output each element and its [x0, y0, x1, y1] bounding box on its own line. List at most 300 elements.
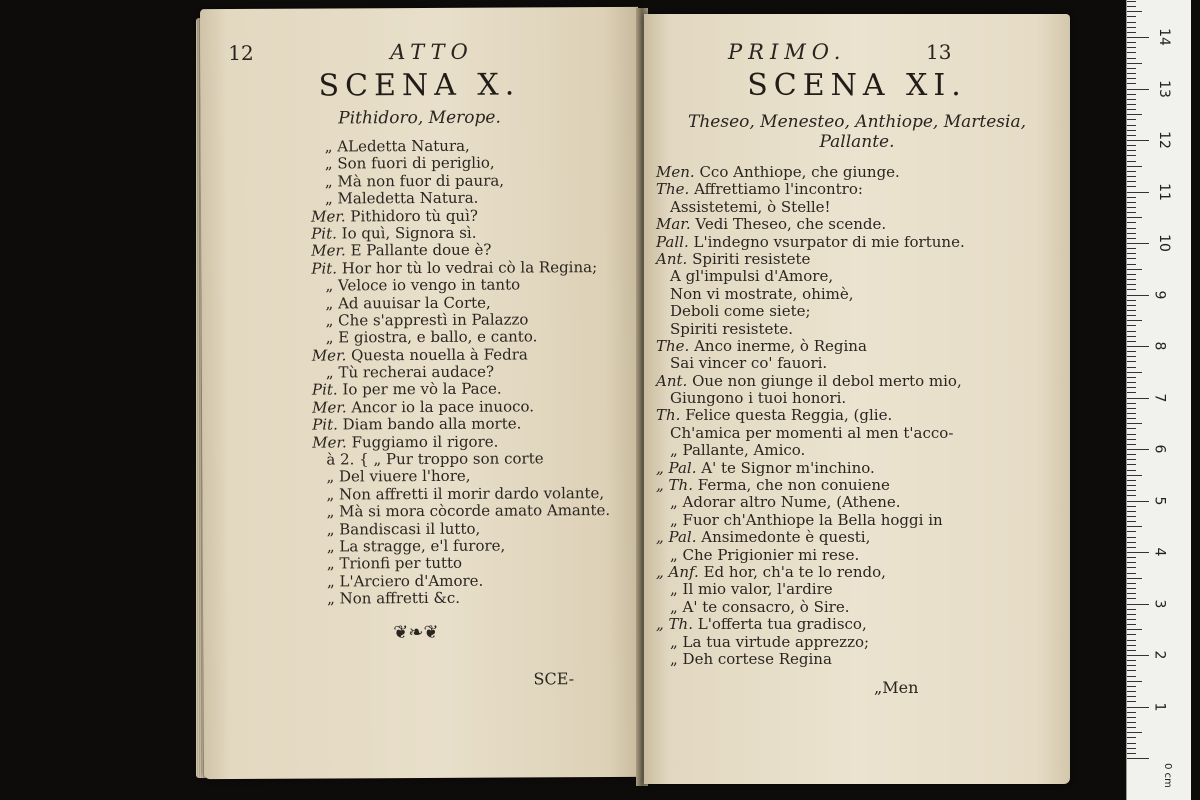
ruler-tick: [1127, 573, 1136, 574]
verse-line: [656, 547, 966, 564]
ruler-tick: [1127, 506, 1136, 507]
right-page-number: 13: [926, 40, 952, 64]
ruler-tick: [1127, 418, 1136, 419]
verse-line: [656, 390, 966, 407]
verse-line: [312, 311, 632, 330]
speaker-label: „ Th.: [656, 476, 698, 495]
ruler-tick: [1127, 197, 1136, 198]
line-text: „ Fuor ch'Anthiope la Bella hoggi in: [670, 510, 943, 529]
ruler-number: 3: [1151, 599, 1168, 608]
ruler-number: 12: [1155, 131, 1172, 149]
ruler-tick: [1127, 125, 1136, 126]
ruler-tick: [1127, 604, 1149, 605]
speaker-label: „ Anf.: [656, 562, 704, 581]
ruler-tick: [1127, 696, 1136, 697]
right-cast-line-2: Pallante.: [819, 132, 895, 152]
verse-line: [311, 137, 631, 156]
line-text: E Pallante doue è?: [350, 240, 492, 260]
verse-line: [313, 537, 633, 556]
ruler-tick: [1127, 52, 1136, 53]
ruler-tick: [1127, 681, 1142, 682]
ruler-tick: [1127, 78, 1136, 79]
ruler-tick: [1127, 758, 1149, 759]
ruler-tick: [1127, 609, 1136, 610]
ruler-tick: [1127, 258, 1136, 259]
ruler-tick: [1127, 557, 1136, 558]
ruler-tick: [1127, 382, 1136, 383]
ruler-number: 9: [1151, 290, 1168, 299]
ruler-tick: [1127, 619, 1136, 620]
verse-line: [312, 415, 632, 434]
verse-line: [311, 276, 631, 295]
ruler-tick: [1127, 562, 1136, 563]
verse-line: [311, 293, 631, 312]
left-page: [200, 7, 642, 779]
ruler-tick: [1127, 516, 1136, 517]
ruler-tick: [1127, 464, 1136, 465]
verse-line: [312, 450, 632, 469]
verse-line: [656, 303, 966, 320]
verse-line: [311, 154, 631, 173]
speaker-label: Ant.: [656, 249, 693, 268]
ruler-tick: [1127, 89, 1149, 90]
speaker-label: Mer.: [312, 433, 352, 452]
verse-line: [313, 554, 633, 573]
verse-line: [656, 425, 966, 442]
ruler-tick: [1127, 228, 1136, 229]
ruler-tick: [1127, 640, 1136, 641]
ruler-tick: [1127, 650, 1136, 651]
right-cast-line-1: Theseo, Menesteo, Anthiope, Martesia,: [688, 112, 1026, 132]
verse-line: [656, 181, 966, 198]
ruler-tick: [1127, 521, 1136, 522]
line-text: Assistetemi, ò Stelle!: [670, 197, 831, 216]
speaker-label: Pit.: [312, 415, 343, 434]
ruler-tick: [1127, 295, 1149, 296]
ruler-tick: [1127, 217, 1142, 218]
left-cast-list: Pithidoro, Merope.: [338, 107, 501, 129]
ruler-number: 10: [1155, 234, 1172, 252]
line-text: „ Il mio valor, l'ardire: [670, 580, 833, 599]
ruler-tick: [1127, 27, 1136, 28]
verse-line: [656, 460, 966, 477]
ruler-tick: [1127, 655, 1149, 656]
ruler-tick: [1127, 279, 1136, 280]
ruler-tick: [1127, 552, 1149, 553]
speaker-label: Pall.: [656, 232, 694, 251]
ruler-tick: [1127, 166, 1142, 167]
ruler-tick: [1127, 94, 1136, 95]
line-text: „ La tua virtude apprezzo;: [670, 632, 870, 651]
left-verse-block: [311, 137, 633, 608]
ruler-tick: [1127, 361, 1136, 362]
line-text: Pithidoro tù quì?: [350, 206, 478, 225]
verse-line: [311, 189, 631, 208]
ruler-tick: [1127, 629, 1142, 630]
ruler-tick: [1127, 212, 1136, 213]
line-text: Questa nouella à Fedra: [351, 345, 528, 365]
ruler-tick: [1127, 567, 1136, 568]
ruler-tick: [1127, 253, 1136, 254]
verse-line: [313, 519, 633, 538]
verse-line: [656, 286, 966, 303]
line-text: „ Veloce io vengo in tanto: [325, 275, 521, 295]
line-text: Spiriti resistete.: [670, 319, 794, 338]
verse-line: [311, 206, 631, 225]
line-text: Oue non giunge il debol merto mio,: [692, 371, 962, 390]
verse-line: [312, 433, 632, 452]
ruler-tick: [1127, 356, 1136, 357]
ruler-tick: [1127, 686, 1136, 687]
right-scene-title: SCENA XI.: [747, 68, 967, 103]
ruler-tick: [1127, 377, 1136, 378]
ruler-number: 2: [1151, 650, 1168, 660]
line-text: „ A' te consacro, ò Sire.: [670, 597, 850, 616]
ruler-tick: [1127, 753, 1136, 754]
line-text: Ferma, che non conuiene: [697, 476, 890, 495]
ruler-tick: [1127, 470, 1136, 471]
ruler-tick: [1127, 392, 1136, 393]
ruler-tick: [1127, 444, 1136, 445]
ruler-tick: [1127, 480, 1136, 481]
verse-line: [656, 268, 966, 285]
line-text: „ Bandiscasi il lutto,: [326, 519, 481, 539]
verse-line: [311, 259, 631, 278]
ruler-number: 4: [1151, 547, 1168, 557]
right-page: [644, 14, 1070, 784]
line-text: „ Son fuori di periglio,: [324, 154, 495, 173]
speaker-label: Pit.: [311, 259, 342, 278]
verse-line: [656, 407, 966, 424]
ruler-tick: [1127, 202, 1136, 203]
ruler-tick: [1127, 310, 1136, 311]
verse-line: [312, 363, 632, 382]
line-text: „ Trionfi per tutto: [326, 554, 463, 573]
line-text: „ Mà non fuor di paura,: [324, 171, 505, 191]
ruler-tick: [1127, 238, 1136, 239]
line-text: Non vi mostrate, ohimè,: [670, 284, 854, 303]
line-text: „ Ad auuisar la Corte,: [325, 293, 491, 313]
line-text: Sai vincer co' fauori.: [670, 354, 828, 373]
speaker-label: Mer.: [311, 206, 351, 226]
line-text: à 2. { „ Pur troppo son corte: [326, 449, 544, 469]
verse-line: [656, 599, 966, 616]
ruler-tick: [1127, 727, 1136, 728]
ruler-tick: [1127, 130, 1136, 131]
verse-line: [656, 373, 966, 390]
ruler-tick: [1127, 83, 1136, 84]
ruler-tick: [1127, 511, 1136, 512]
line-text: Deboli come siete;: [670, 302, 811, 321]
verse-line: [312, 380, 632, 399]
verse-line: [656, 529, 966, 546]
line-text: „ Maledetta Natura.: [324, 188, 479, 208]
ruler-tick: [1127, 207, 1136, 208]
speaker-label: „ Pal.: [656, 458, 702, 477]
line-text: Ansimedonte è questi,: [701, 528, 871, 547]
line-text: „ Non affretti il morir dardo volante,: [326, 483, 605, 504]
speaker-label: The.: [656, 336, 695, 355]
ruler-tick: [1127, 289, 1136, 290]
speaker-label: Ant.: [656, 371, 693, 390]
speaker-label: Th.: [656, 406, 686, 425]
ruler-unit-label: 0 cm: [1161, 763, 1173, 788]
ruler-tick: [1127, 150, 1136, 151]
speaker-label: Mer.: [311, 346, 352, 365]
line-text: „ Pallante, Amico.: [670, 441, 806, 460]
ruler-tick: [1127, 305, 1136, 306]
ruler-tick: [1127, 248, 1136, 249]
ruler-tick: [1127, 387, 1136, 388]
ruler-tick: [1127, 119, 1136, 120]
open-book: [196, 8, 1076, 788]
verse-line: [656, 512, 966, 529]
ruler-tick: [1127, 547, 1136, 548]
ruler-tick: [1127, 732, 1142, 733]
ruler-tick: [1127, 531, 1136, 532]
ruler-tick: [1127, 233, 1136, 234]
ruler-tick: [1127, 11, 1142, 12]
ruler-tick: [1127, 331, 1136, 332]
line-text: Io per me vò la Pace.: [342, 380, 502, 399]
line-text: „ Deh cortese Regina: [670, 649, 832, 668]
ruler-tick: [1127, 186, 1136, 187]
ruler-tick: [1127, 315, 1136, 316]
right-verse-block: [656, 164, 966, 668]
ruler-tick: [1127, 372, 1142, 373]
ruler-tick: [1127, 181, 1136, 182]
ruler-tick: [1127, 624, 1136, 625]
ruler-tick: [1127, 341, 1136, 342]
line-text: „ Che s'apprestì in Palazzo: [325, 310, 529, 330]
ruler-tick: [1127, 439, 1136, 440]
ruler-tick: [1127, 722, 1136, 723]
ruler-tick: [1127, 243, 1149, 244]
ruler-tick: [1127, 346, 1149, 347]
verse-line: [312, 346, 632, 365]
left-running-head: ATTO: [390, 39, 474, 65]
ruler-tick: [1127, 593, 1136, 594]
verse-line: [313, 589, 633, 608]
ruler-tick: [1127, 351, 1136, 352]
ruler-tick: [1127, 274, 1136, 275]
ruler-tick: [1127, 408, 1136, 409]
ruler-tick: [1127, 537, 1136, 538]
left-catchword: SCE-: [533, 669, 575, 689]
ruler-tick: [1127, 145, 1136, 146]
ruler-number: 13: [1155, 79, 1172, 98]
ruler-tick: [1127, 222, 1136, 223]
line-text: „ Tù recherai audace?: [325, 362, 495, 382]
ruler-tick: [1127, 660, 1136, 661]
ruler-tick: [1127, 63, 1142, 64]
ruler-tick: [1127, 495, 1136, 496]
speaker-label: „ Th.: [656, 615, 698, 634]
ruler-number: 5: [1151, 496, 1168, 505]
ruler-tick: [1127, 454, 1136, 455]
ruler-number: 1: [1151, 702, 1168, 711]
ruler-tick: [1127, 717, 1136, 718]
ruler-tick: [1127, 485, 1136, 486]
line-text: Fuggiamo il rigore.: [351, 432, 499, 452]
line-text: Spiriti resistete: [692, 249, 811, 268]
line-text: A' te Signor m'inchino.: [701, 458, 875, 477]
ruler-tick: [1127, 367, 1136, 368]
ruler-tick: [1127, 542, 1136, 543]
ruler-tick: [1127, 325, 1136, 326]
verse-line: [656, 564, 966, 581]
verse-line: [312, 398, 632, 417]
ruler-tick: [1127, 578, 1142, 579]
verse-line: [311, 172, 631, 191]
ruler-tick: [1127, 676, 1136, 677]
ruler-tick: [1127, 423, 1142, 424]
ruler-tick: [1127, 598, 1136, 599]
line-text: Ed hor, ch'a te lo rendo,: [703, 562, 886, 581]
verse-line: [312, 328, 632, 347]
ruler-number: 14: [1155, 28, 1172, 46]
verse-line: [656, 634, 966, 651]
ruler-tick: [1127, 737, 1136, 738]
ruler-tick: [1127, 99, 1136, 100]
right-catchword: „Men: [874, 678, 919, 697]
ruler-tick: [1127, 712, 1136, 713]
ruler-tick: [1127, 16, 1136, 17]
ruler-tick: [1127, 155, 1136, 156]
speaker-label: Pit.: [311, 224, 342, 243]
ruler-tick: [1127, 634, 1136, 635]
line-text: Ch'amica per momenti al men t'acco-: [670, 423, 954, 442]
speaker-label: Mer.: [312, 398, 352, 417]
ruler-tick: [1127, 47, 1136, 48]
ruler-tick: [1127, 58, 1136, 59]
line-text: Io quì, Signora sì.: [341, 223, 477, 243]
line-text: „ Adorar altro Nume, (Athene.: [670, 493, 901, 512]
ruler-tick: [1127, 320, 1142, 321]
ruler-tick: [1127, 614, 1136, 615]
printer-ornament: ❦❧❦: [393, 621, 439, 644]
line-text: Ancor io la pace inuoco.: [351, 397, 535, 417]
ruler-tick: [1127, 6, 1136, 7]
verse-line: [656, 477, 966, 494]
verse-line: [311, 224, 631, 243]
ruler-tick: [1127, 743, 1136, 744]
speaker-label: Pit.: [311, 380, 343, 400]
ruler-tick: [1127, 171, 1136, 172]
ruler-tick: [1127, 140, 1149, 141]
line-text: „ La stragge, e'l furore,: [326, 536, 506, 556]
ruler-number: 7: [1151, 393, 1168, 402]
line-text: L'indegno vsurpator di mie fortune.: [693, 232, 965, 251]
measurement-ruler: [1126, 0, 1191, 800]
ruler-tick: [1127, 135, 1136, 136]
line-text: L'offerta tua gradisco,: [697, 615, 867, 634]
ruler-tick: [1127, 37, 1149, 38]
left-page-number: 12: [228, 40, 254, 66]
verse-line: [656, 234, 966, 251]
ruler-tick: [1127, 449, 1149, 450]
ruler-tick: [1127, 284, 1136, 285]
verse-line: [656, 199, 966, 216]
ruler-tick: [1127, 428, 1136, 429]
ruler-tick: [1127, 114, 1142, 115]
ruler-tick: [1127, 22, 1136, 23]
ruler-tick: [1127, 701, 1136, 702]
speaker-label: „ Pal.: [656, 528, 702, 547]
ruler-tick: [1127, 583, 1136, 584]
speaker-label: Mar.: [656, 215, 696, 234]
ruler-tick: [1127, 501, 1149, 502]
ruler-tick: [1127, 434, 1136, 435]
verse-line: [656, 321, 966, 338]
verse-line: [656, 251, 966, 268]
verse-line: [313, 502, 633, 521]
line-text: Cco Anthiope, che giunge.: [699, 163, 900, 181]
line-text: „ L'Arciero d'Amore.: [326, 571, 484, 591]
verse-line: [656, 581, 966, 598]
ruler-tick: [1127, 300, 1136, 301]
ruler-tick: [1127, 73, 1136, 74]
verse-line: [656, 651, 966, 668]
ruler-tick: [1127, 32, 1136, 33]
verse-line: [656, 494, 966, 511]
ruler-tick: [1127, 104, 1136, 105]
line-text: „ Che Prigionier mi rese.: [670, 545, 860, 564]
ruler-tick: [1127, 490, 1136, 491]
verse-line: [656, 338, 966, 355]
line-text: „ Non affretti &c.: [327, 588, 461, 608]
ruler-tick: [1127, 413, 1136, 414]
ruler-tick: [1127, 176, 1136, 177]
line-text: „ E giostra, e ballo, e canto.: [325, 327, 538, 347]
ruler-tick: [1127, 109, 1136, 110]
right-running-head: PRIMO.: [728, 40, 847, 64]
ruler-tick: [1127, 192, 1149, 193]
verse-line: [656, 442, 966, 459]
line-text: „ Mà si mora còcorde amato Amante.: [326, 501, 611, 521]
line-text: Giungono i tuoi honori.: [670, 389, 847, 408]
ruler-tick: [1127, 1, 1136, 2]
verse-line: [313, 572, 633, 591]
speaker-label: The.: [656, 180, 695, 199]
verse-line: [656, 355, 966, 372]
ruler-tick: [1127, 269, 1142, 270]
line-text: Anco inerme, ò Regina: [694, 336, 867, 355]
line-text: „ ALedetta Natura,: [324, 136, 470, 156]
verse-line: [656, 164, 966, 181]
line-text: Affrettiamo l'incontro:: [694, 180, 863, 199]
left-scene-title: SCENA X.: [318, 67, 521, 104]
ruler-tick: [1127, 68, 1136, 69]
ruler-tick: [1127, 403, 1136, 404]
ruler-tick: [1127, 264, 1136, 265]
ruler-tick: [1127, 748, 1136, 749]
ruler-tick: [1127, 161, 1136, 162]
line-text: Hor hor tù lo vedrai cò la Regina;: [341, 257, 598, 278]
ruler-tick: [1127, 475, 1142, 476]
ruler-tick: [1127, 670, 1136, 671]
ruler-number: 8: [1151, 341, 1168, 351]
ruler-tick: [1127, 526, 1142, 527]
ruler-tick: [1127, 336, 1136, 337]
ruler-tick: [1127, 588, 1136, 589]
ruler-tick: [1127, 42, 1136, 43]
line-text: Diam bando alla morte.: [342, 414, 522, 434]
verse-line: [656, 616, 966, 633]
line-text: „ Del viuere l'hore,: [326, 467, 471, 486]
line-text: Vedi Theseo, che scende.: [695, 215, 887, 234]
ruler-tick: [1127, 707, 1149, 708]
